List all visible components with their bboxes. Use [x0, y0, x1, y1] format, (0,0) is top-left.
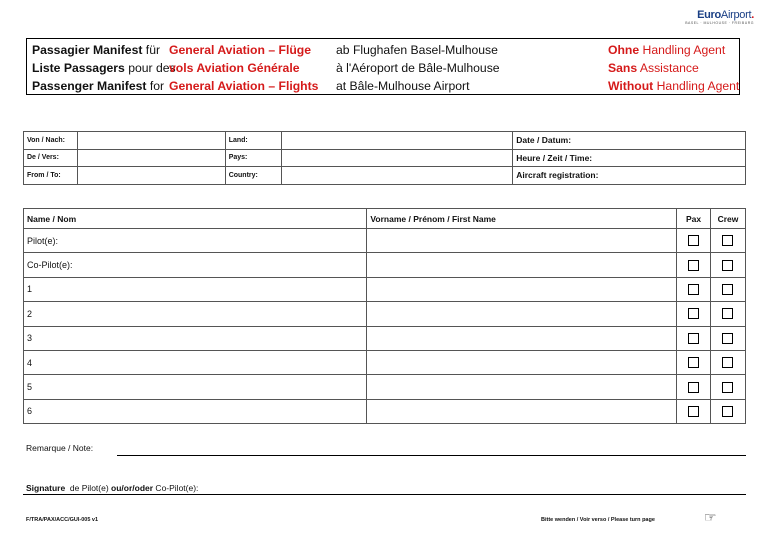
firstname-cell[interactable]: [367, 229, 677, 253]
crew-checkbox[interactable]: [722, 260, 733, 271]
signature-field[interactable]: [23, 494, 746, 495]
euroairport-logo: [685, 9, 754, 26]
header-row-en: Passenger Manifest for General Aviation – Flights at Bâle-Mulhouse Airport Without Handling Agent: [32, 79, 740, 93]
crew-checkbox[interactable]: [722, 357, 733, 368]
logo-tagline: BASEL · MULHOUSE · FREIBURG: [685, 21, 754, 25]
country-label: Country:: [225, 167, 281, 185]
pax-checkbox[interactable]: [688, 357, 699, 368]
country-field[interactable]: [281, 167, 513, 185]
firstname-cell[interactable]: [367, 277, 677, 301]
passenger-table-header: [24, 209, 746, 229]
crew-checkbox[interactable]: [722, 333, 733, 344]
name-cell[interactable]: 3: [24, 326, 367, 350]
crew-checkbox[interactable]: [722, 406, 733, 417]
signature-label: Signature de Pilot(e) ou/or/oder Co-Pilot(e):: [26, 483, 199, 493]
time-field[interactable]: Heure / Zeit / Time:: [513, 149, 746, 167]
firstname-header: Vorname / Prénom / First Name: [367, 209, 677, 229]
crew-checkbox[interactable]: [722, 235, 733, 246]
firstname-cell[interactable]: [367, 253, 677, 277]
firstname-cell[interactable]: [367, 375, 677, 399]
pax-checkbox[interactable]: [688, 284, 699, 295]
firstname-cell[interactable]: [367, 399, 677, 423]
header-row-fr: Liste Passagers pour des vols Aviation Générale à l'Aéroport de Bâle-Mulhouse Sans Assistance: [32, 61, 699, 75]
pax-checkbox[interactable]: [688, 333, 699, 344]
country-label: Land:: [225, 132, 281, 150]
pax-checkbox[interactable]: [688, 260, 699, 271]
crew-header: Crew: [710, 209, 745, 229]
route-origin-field[interactable]: [77, 167, 225, 185]
name-cell[interactable]: 5: [24, 375, 367, 399]
table-row: [24, 253, 746, 277]
table-row: [24, 302, 746, 326]
crew-checkbox[interactable]: [722, 284, 733, 295]
form-code: F/TRA/PAX/ACC/GUI-005 v1: [26, 517, 99, 523]
route-label: De / Vers:: [24, 149, 78, 167]
aircraft-registration-field[interactable]: Aircraft registration:: [513, 167, 746, 185]
pax-checkbox[interactable]: [688, 382, 699, 393]
country-field[interactable]: [281, 149, 513, 167]
remark-field[interactable]: [117, 455, 746, 456]
pax-header: Pax: [677, 209, 711, 229]
name-cell[interactable]: Pilot(e):: [24, 229, 367, 253]
pax-checkbox[interactable]: [688, 235, 699, 246]
firstname-cell[interactable]: [367, 326, 677, 350]
name-cell[interactable]: Co-Pilot(e):: [24, 253, 367, 277]
table-row: [24, 229, 746, 253]
route-label: Von / Nach:: [24, 132, 78, 150]
table-row: [24, 399, 746, 423]
table-row: [24, 350, 746, 374]
firstname-cell[interactable]: [367, 350, 677, 374]
remark-label: Remarque / Note:: [26, 443, 94, 453]
turn-page-note: Bitte wenden / Voir verso / Please turn page: [541, 517, 655, 523]
route-row: [24, 149, 746, 167]
logo-wordmark: EuroAirport.: [697, 9, 754, 21]
route-label: From / To:: [24, 167, 78, 185]
route-origin-field[interactable]: [77, 132, 225, 150]
pax-checkbox[interactable]: [688, 308, 699, 319]
route-origin-field[interactable]: [77, 149, 225, 167]
manifest-header: [26, 38, 740, 95]
route-table: [23, 131, 746, 185]
date-field[interactable]: Date / Datum:: [513, 132, 746, 150]
crew-checkbox[interactable]: [722, 382, 733, 393]
name-cell[interactable]: 2: [24, 302, 367, 326]
route-row: [24, 167, 746, 185]
table-row: [24, 375, 746, 399]
passenger-table: [23, 208, 746, 424]
country-label: Pays:: [225, 149, 281, 167]
table-row: [24, 277, 746, 301]
route-row: [24, 132, 746, 150]
name-cell[interactable]: 1: [24, 277, 367, 301]
firstname-cell[interactable]: [367, 302, 677, 326]
table-row: [24, 326, 746, 350]
name-header: Name / Nom: [24, 209, 367, 229]
country-field[interactable]: [281, 132, 513, 150]
header-row-de: Passagier Manifest für General Aviation – Flüge ab Flughafen Basel-Mulhouse Ohne Handling Agent: [32, 43, 726, 57]
name-cell[interactable]: 6: [24, 399, 367, 423]
crew-checkbox[interactable]: [722, 308, 733, 319]
name-cell[interactable]: 4: [24, 350, 367, 374]
pointing-hand-icon: ☞: [704, 509, 717, 525]
pax-checkbox[interactable]: [688, 406, 699, 417]
